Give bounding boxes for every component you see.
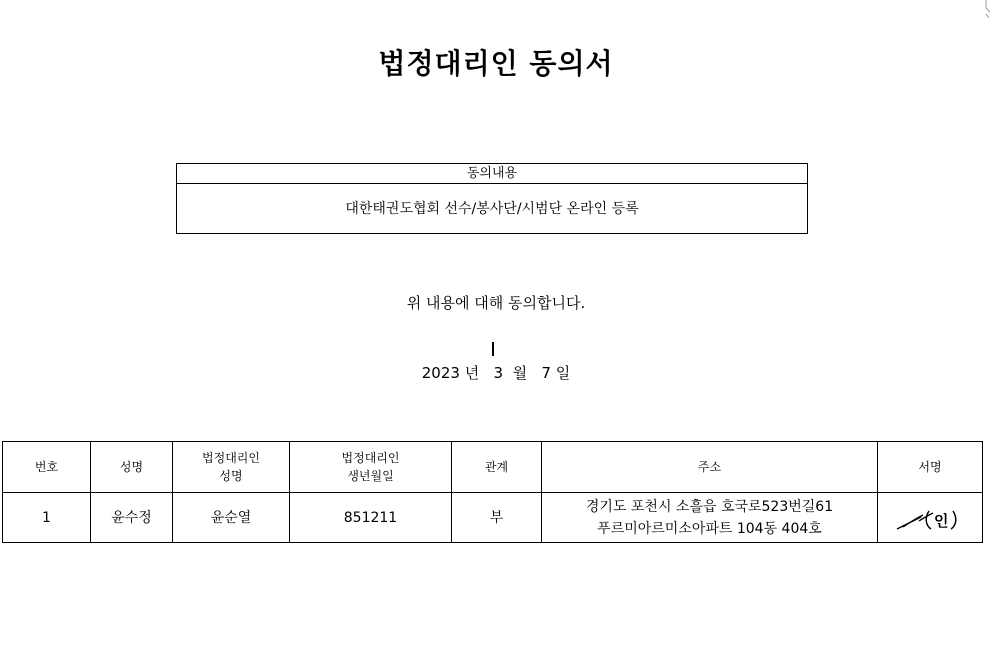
- text-cursor: [492, 342, 494, 356]
- cell-number: 1: [3, 493, 91, 543]
- header-guardian-birth-line2: 생년월일: [347, 469, 394, 483]
- cell-name: 윤수정: [91, 493, 173, 543]
- signature-image: [895, 503, 965, 533]
- table-row: [3, 493, 983, 543]
- header-guardian-birth-line1: 법정대리인: [341, 451, 400, 465]
- date-day: 7: [541, 364, 551, 382]
- header-relation: 관계: [452, 442, 542, 493]
- date-year-unit: 년: [464, 364, 480, 382]
- cell-guardian-name: 윤순열: [173, 493, 290, 543]
- header-address: 주소: [542, 442, 878, 493]
- cell-address-line2: 푸르미아르미소아파트 104동 404호: [597, 520, 822, 537]
- date-year: 2023: [421, 364, 460, 382]
- cell-relation: 부: [452, 493, 542, 543]
- agreement-statement: 위 내용에 대해 동의합니다.: [406, 294, 586, 312]
- date-line: [0, 362, 992, 383]
- corner-mark: [985, 0, 991, 20]
- date-day-unit: 일: [555, 364, 571, 382]
- signature-seal-text: 인: [934, 511, 949, 530]
- date-month-unit: 월: [512, 364, 528, 382]
- cell-address: [542, 493, 878, 543]
- page-title: 법정대리인 동의서: [378, 47, 614, 80]
- date-month: 3: [493, 364, 504, 382]
- cell-guardian-birth: 851211: [290, 493, 452, 543]
- header-name: 성명: [91, 442, 173, 493]
- header-guardian-birth: [290, 442, 452, 493]
- consent-header: 동의내용: [177, 164, 807, 184]
- header-number: 번호: [3, 442, 91, 493]
- consent-content: 대한태권도협회 선수/봉사단/시범단 온라인 등록: [345, 201, 639, 217]
- table-header-row: [3, 442, 983, 493]
- header-guardian-name: [173, 442, 290, 493]
- cell-signature: [878, 493, 983, 543]
- header-signature: 서명: [878, 442, 983, 493]
- cell-address-line1: 경기도 포천시 소흘읍 호국로523번길61: [585, 498, 834, 515]
- header-guardian-name-line1: 법정대리인: [202, 451, 260, 465]
- consent-box: [176, 163, 808, 234]
- signer-table: [2, 441, 983, 543]
- header-guardian-name-line2: 성명: [219, 469, 243, 483]
